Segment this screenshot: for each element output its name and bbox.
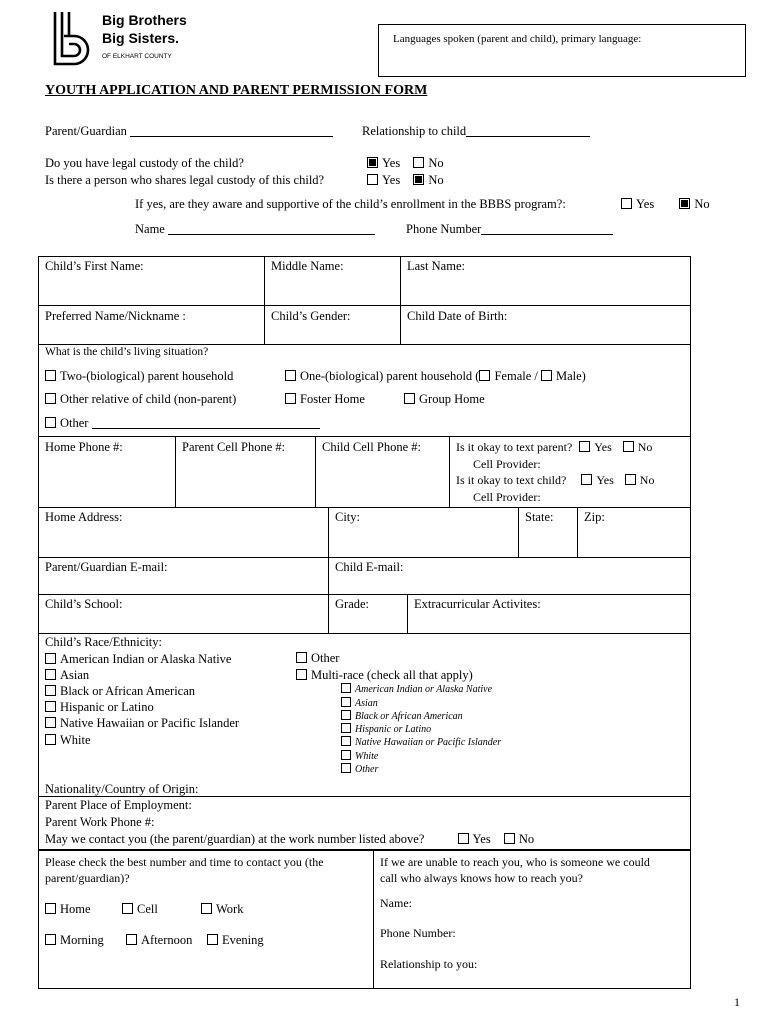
logo (52, 10, 187, 68)
best-number-question-1: Please check the best number and time to contact you (the (45, 855, 324, 869)
logo-line2: Big Sisters. (102, 30, 180, 46)
child-email-field[interactable]: Child E-mail: (335, 560, 404, 574)
race-option-4 (45, 716, 239, 731)
shared-custody-name-row (135, 222, 375, 237)
home-checkbox[interactable] (45, 903, 56, 914)
custody-q3-no-label: No (694, 197, 710, 211)
custody-q3-no-checkbox[interactable] (679, 198, 690, 209)
parent-guardian-input[interactable] (130, 124, 333, 137)
parent-guardian-row (45, 124, 333, 139)
last-name-field[interactable]: Last Name: (407, 259, 465, 273)
race-label: Native Hawaiian or Pacific Islander (60, 716, 240, 730)
home-label: Home (60, 902, 91, 916)
languages-box[interactable] (378, 24, 746, 77)
contact-work-row (45, 832, 534, 847)
one-parent-label: One-(biological) parent household ( (300, 369, 480, 383)
contact-work-no-label: No (518, 832, 535, 846)
other-relative-checkbox[interactable] (45, 393, 56, 404)
relationship-label: Relationship to child (362, 124, 467, 138)
two-parent-label: Two-(biological) parent household (60, 369, 234, 383)
morning-label: Morning (60, 933, 104, 947)
child-first-name-field[interactable]: Child’s First Name: (45, 259, 144, 273)
race-option-0 (45, 652, 231, 667)
race-checkbox[interactable] (45, 734, 56, 745)
race-option-2 (45, 684, 195, 699)
multi-option-4 (341, 736, 501, 748)
school-field[interactable]: Child’s School: (45, 597, 123, 611)
cell-provider-parent[interactable]: Cell Provider: (473, 457, 541, 471)
foster-checkbox[interactable] (285, 393, 296, 404)
custody-q3-yes-label: Yes (636, 197, 655, 211)
unable-reach-question-2: call who always knows how to reach you? (380, 871, 583, 885)
living-other-label: Other (60, 416, 89, 430)
dob-field[interactable]: Child Date of Birth: (407, 309, 508, 323)
text-parent-row (456, 440, 652, 455)
multi-label: Hispanic or Latino (355, 724, 432, 735)
race-checkbox[interactable] (45, 653, 56, 664)
living-other-input[interactable] (92, 416, 320, 429)
middle-name-field[interactable]: Middle Name: (271, 259, 344, 273)
multi-option-0 (341, 683, 492, 695)
foster-label: Foster Home (300, 392, 365, 406)
custody-q1: Do you have legal custody of the child? (45, 156, 244, 170)
multi-label: Other (355, 764, 379, 775)
employment-field[interactable]: Parent Place of Employment: (45, 798, 192, 812)
work-checkbox[interactable] (201, 903, 212, 914)
text-child-no-label: No (639, 473, 655, 487)
custody-q2-yes-checkbox[interactable] (367, 174, 378, 185)
contact-work-question: May we contact you (the parent/guardian) at the work number listed above? (45, 832, 425, 846)
form-title: YOUTH APPLICATION AND PARENT PERMISSION FORM (45, 83, 428, 98)
male-checkbox[interactable] (541, 370, 552, 381)
living-other-checkbox[interactable] (45, 417, 56, 428)
shared-custody-name-label: Name (135, 222, 165, 236)
multi-checkbox[interactable] (341, 710, 351, 720)
race-checkbox[interactable] (45, 717, 56, 728)
custody-q1-yes-checkbox[interactable] (367, 157, 378, 168)
race-checkbox[interactable] (45, 685, 56, 696)
afternoon-checkbox[interactable] (126, 934, 137, 945)
zip-field[interactable]: Zip: (584, 510, 605, 524)
work-label: Work (216, 902, 244, 916)
group-home-label: Group Home (419, 392, 485, 406)
custody-q1-yes-label: Yes (382, 156, 401, 170)
preferred-name-field[interactable]: Preferred Name/Nickname : (45, 309, 186, 323)
race-other-checkbox[interactable] (296, 652, 307, 663)
alt-contact-relationship-field[interactable]: Relationship to you: (380, 957, 478, 971)
multi-label: Asian (355, 698, 378, 709)
multi-label: Black or African American (355, 711, 463, 722)
bbbs-logo-icon (52, 10, 98, 68)
contact-work-yes-checkbox[interactable] (458, 833, 469, 844)
page-number: 1 (734, 995, 740, 1009)
multi-race-label: Multi-race (check all that apply) (311, 668, 473, 682)
shared-custody-name-input[interactable] (168, 222, 375, 235)
living-other-option (45, 416, 320, 431)
custody-q1-options (367, 156, 444, 171)
shared-custody-phone-row (406, 222, 613, 237)
other-relative-label: Other relative of child (non-parent) (60, 392, 237, 406)
best-number-options (45, 902, 243, 917)
parent-cell-field[interactable]: Parent Cell Phone #: (182, 440, 286, 454)
race-label: American Indian or Alaska Native (60, 652, 232, 666)
shared-custody-phone-input[interactable] (481, 222, 613, 235)
nationality-field[interactable]: Nationality/Country of Origin: (45, 782, 199, 796)
text-parent-yes-label: Yes (594, 440, 612, 454)
text-child-no-checkbox[interactable] (625, 474, 636, 485)
languages-label: Languages spoken (parent and child), primary language: (393, 33, 642, 45)
custody-q2-no-checkbox[interactable] (413, 174, 424, 185)
relationship-input[interactable] (466, 124, 590, 137)
race-checkbox[interactable] (45, 701, 56, 712)
evening-checkbox[interactable] (207, 934, 218, 945)
city-field[interactable]: City: (335, 510, 361, 524)
foster-option (285, 392, 365, 407)
multi-checkbox[interactable] (341, 763, 351, 773)
multi-checkbox[interactable] (341, 723, 351, 733)
multi-label: Native Hawaiian or Pacific Islander (355, 737, 502, 748)
multi-option-3 (341, 723, 431, 735)
multi-checkbox[interactable] (341, 683, 351, 693)
text-parent-question: Is it okay to text parent? (456, 440, 573, 454)
living-situation-question: What is the child’s living situation? (45, 346, 209, 358)
race-label: Hispanic or Latino (60, 700, 154, 714)
gender-field[interactable]: Child’s Gender: (271, 309, 351, 323)
multi-race-option (296, 668, 473, 683)
other-relative-option (45, 392, 236, 407)
text-child-yes-label: Yes (596, 473, 614, 487)
race-checkbox[interactable] (45, 669, 56, 680)
custody-q3: If yes, are they aware and supportive of the child’s enrollment in the BBBS program?: (135, 197, 566, 211)
male-label: Male) (555, 369, 586, 383)
cell-label: Cell (137, 902, 158, 916)
multi-option-1 (341, 697, 378, 709)
multi-option-6 (341, 763, 378, 775)
alt-contact-name-field[interactable]: Name: (380, 896, 412, 910)
morning-checkbox[interactable] (45, 934, 56, 945)
race-option-5 (45, 733, 91, 748)
custody-q2-options (367, 173, 444, 188)
custody-q1-no-label: No (428, 156, 444, 170)
text-parent-no-checkbox[interactable] (623, 441, 634, 452)
afternoon-label: Afternoon (141, 933, 193, 947)
custody-q3-yes-checkbox[interactable] (621, 198, 632, 209)
multi-label: White (355, 751, 379, 762)
race-label: Black or African American (60, 684, 196, 698)
race-question: Child’s Race/Ethnicity: (45, 635, 162, 649)
multi-race-checkbox[interactable] (296, 669, 307, 680)
best-time-options (45, 933, 264, 948)
state-field[interactable]: State: (525, 510, 554, 524)
two-parent-option (45, 369, 233, 384)
parent-email-field[interactable]: Parent/Guardian E-mail: (45, 560, 168, 574)
text-parent-no-label: No (637, 440, 653, 454)
parent-guardian-label: Parent/Guardian (45, 124, 127, 138)
multi-checkbox[interactable] (341, 736, 351, 746)
alt-contact-phone-field[interactable]: Phone Number: (380, 926, 456, 940)
female-label: Female / (494, 369, 538, 383)
race-other-label: Other (311, 651, 340, 665)
two-parent-checkbox[interactable] (45, 370, 56, 381)
grade-field[interactable]: Grade: (335, 597, 370, 611)
group-home-checkbox[interactable] (404, 393, 415, 404)
one-parent-checkbox[interactable] (285, 370, 296, 381)
multi-option-2 (341, 710, 463, 722)
text-child-row (456, 473, 654, 488)
logo-line1: Big Brothers (102, 12, 187, 28)
home-address-field[interactable]: Home Address: (45, 510, 123, 524)
race-other-option (296, 651, 339, 666)
race-label: White (60, 733, 91, 747)
race-label: Asian (60, 668, 90, 682)
work-phone-field[interactable]: Parent Work Phone #: (45, 815, 155, 829)
custody-q2-yes-label: Yes (382, 173, 401, 187)
multi-label: American Indian or Alaska Native (355, 684, 493, 695)
shared-custody-phone-label: Phone Number (406, 222, 482, 236)
cell-provider-child[interactable]: Cell Provider: (473, 490, 541, 504)
one-parent-option (285, 369, 586, 384)
custody-q1-no-checkbox[interactable] (413, 157, 424, 168)
contact-table (38, 850, 691, 989)
multi-option-5 (341, 750, 378, 762)
multi-checkbox[interactable] (341, 697, 351, 707)
race-option-1 (45, 668, 89, 683)
custody-q2: Is there a person who shares legal custody of this child? (45, 173, 325, 187)
cell-checkbox[interactable] (122, 903, 133, 914)
custody-q2-no-label: No (428, 173, 444, 187)
unable-reach-question-1: If we are unable to reach you, who is someone we could (380, 855, 650, 869)
contact-work-no-checkbox[interactable] (504, 833, 515, 844)
child-cell-field[interactable]: Child Cell Phone #: (322, 440, 421, 454)
custody-q3-options (621, 197, 710, 212)
home-phone-field[interactable]: Home Phone #: (45, 440, 123, 454)
contact-work-yes-label: Yes (472, 832, 491, 846)
relationship-row (362, 124, 590, 139)
evening-label: Evening (222, 933, 264, 947)
best-number-question-2: parent/guardian)? (45, 871, 130, 885)
race-option-3 (45, 700, 154, 715)
text-child-question: Is it okay to text child? (456, 473, 567, 487)
multi-checkbox[interactable] (341, 750, 351, 760)
text-parent-yes-checkbox[interactable] (579, 441, 590, 452)
extracurricular-field[interactable]: Extracurricular Activites: (414, 597, 541, 611)
group-home-option (404, 392, 485, 407)
text-child-yes-checkbox[interactable] (581, 474, 592, 485)
logo-line3: OF ELKHART COUNTY (102, 53, 172, 60)
female-checkbox[interactable] (479, 370, 490, 381)
